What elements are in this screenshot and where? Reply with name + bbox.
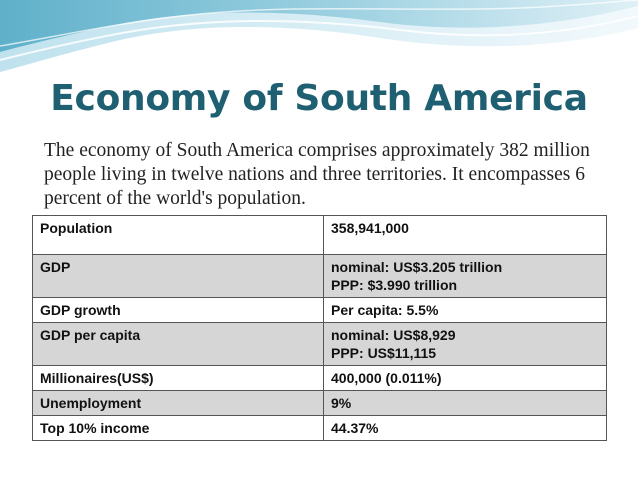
table-row-gdp-growth <box>33 298 607 323</box>
intro-paragraph: The economy of South America comprises approximately 382 million people living in twelve nations and three territories. It encompasses 6 percent of the world's population. <box>44 140 590 209</box>
row-value-line: nominal: US$8,929 <box>331 327 456 343</box>
row-value-line: PPP: US$11,115 <box>331 345 437 361</box>
row-label: GDP <box>33 255 324 298</box>
row-label: Population <box>33 216 324 255</box>
decorative-wave-banner <box>0 0 638 80</box>
table-row-top-10-income <box>33 416 607 441</box>
page-title: Economy of South America <box>50 78 588 119</box>
table-row-unemployment <box>33 391 607 416</box>
row-value-line: nominal: US$3.205 trillion <box>331 259 503 275</box>
row-value <box>324 366 607 391</box>
row-value-line: 358,941,000 <box>331 220 409 236</box>
row-label: Millionaires(US$) <box>33 366 324 391</box>
row-value-line: 400,000 (0.011%) <box>331 370 442 386</box>
row-value <box>324 391 607 416</box>
row-value-line: 9% <box>331 395 352 411</box>
row-value <box>324 216 607 255</box>
row-value <box>324 416 607 441</box>
row-value-line: 44.37% <box>331 420 379 436</box>
table-row-gdp-per-capita <box>33 323 607 366</box>
table-row-millionaires <box>33 366 607 391</box>
row-value <box>324 298 607 323</box>
row-value <box>324 255 607 298</box>
table-row-gdp <box>33 255 607 298</box>
row-value <box>324 323 607 366</box>
row-label: Unemployment <box>33 391 324 416</box>
row-value-line: Per capita: 5.5% <box>331 302 439 318</box>
table-row-population <box>33 216 607 255</box>
economy-table <box>32 215 607 441</box>
row-label: GDP per capita <box>33 323 324 366</box>
row-label: Top 10% income <box>33 416 324 441</box>
row-label: GDP growth <box>33 298 324 323</box>
row-value-line: PPP: $3.990 trillion <box>331 277 458 293</box>
